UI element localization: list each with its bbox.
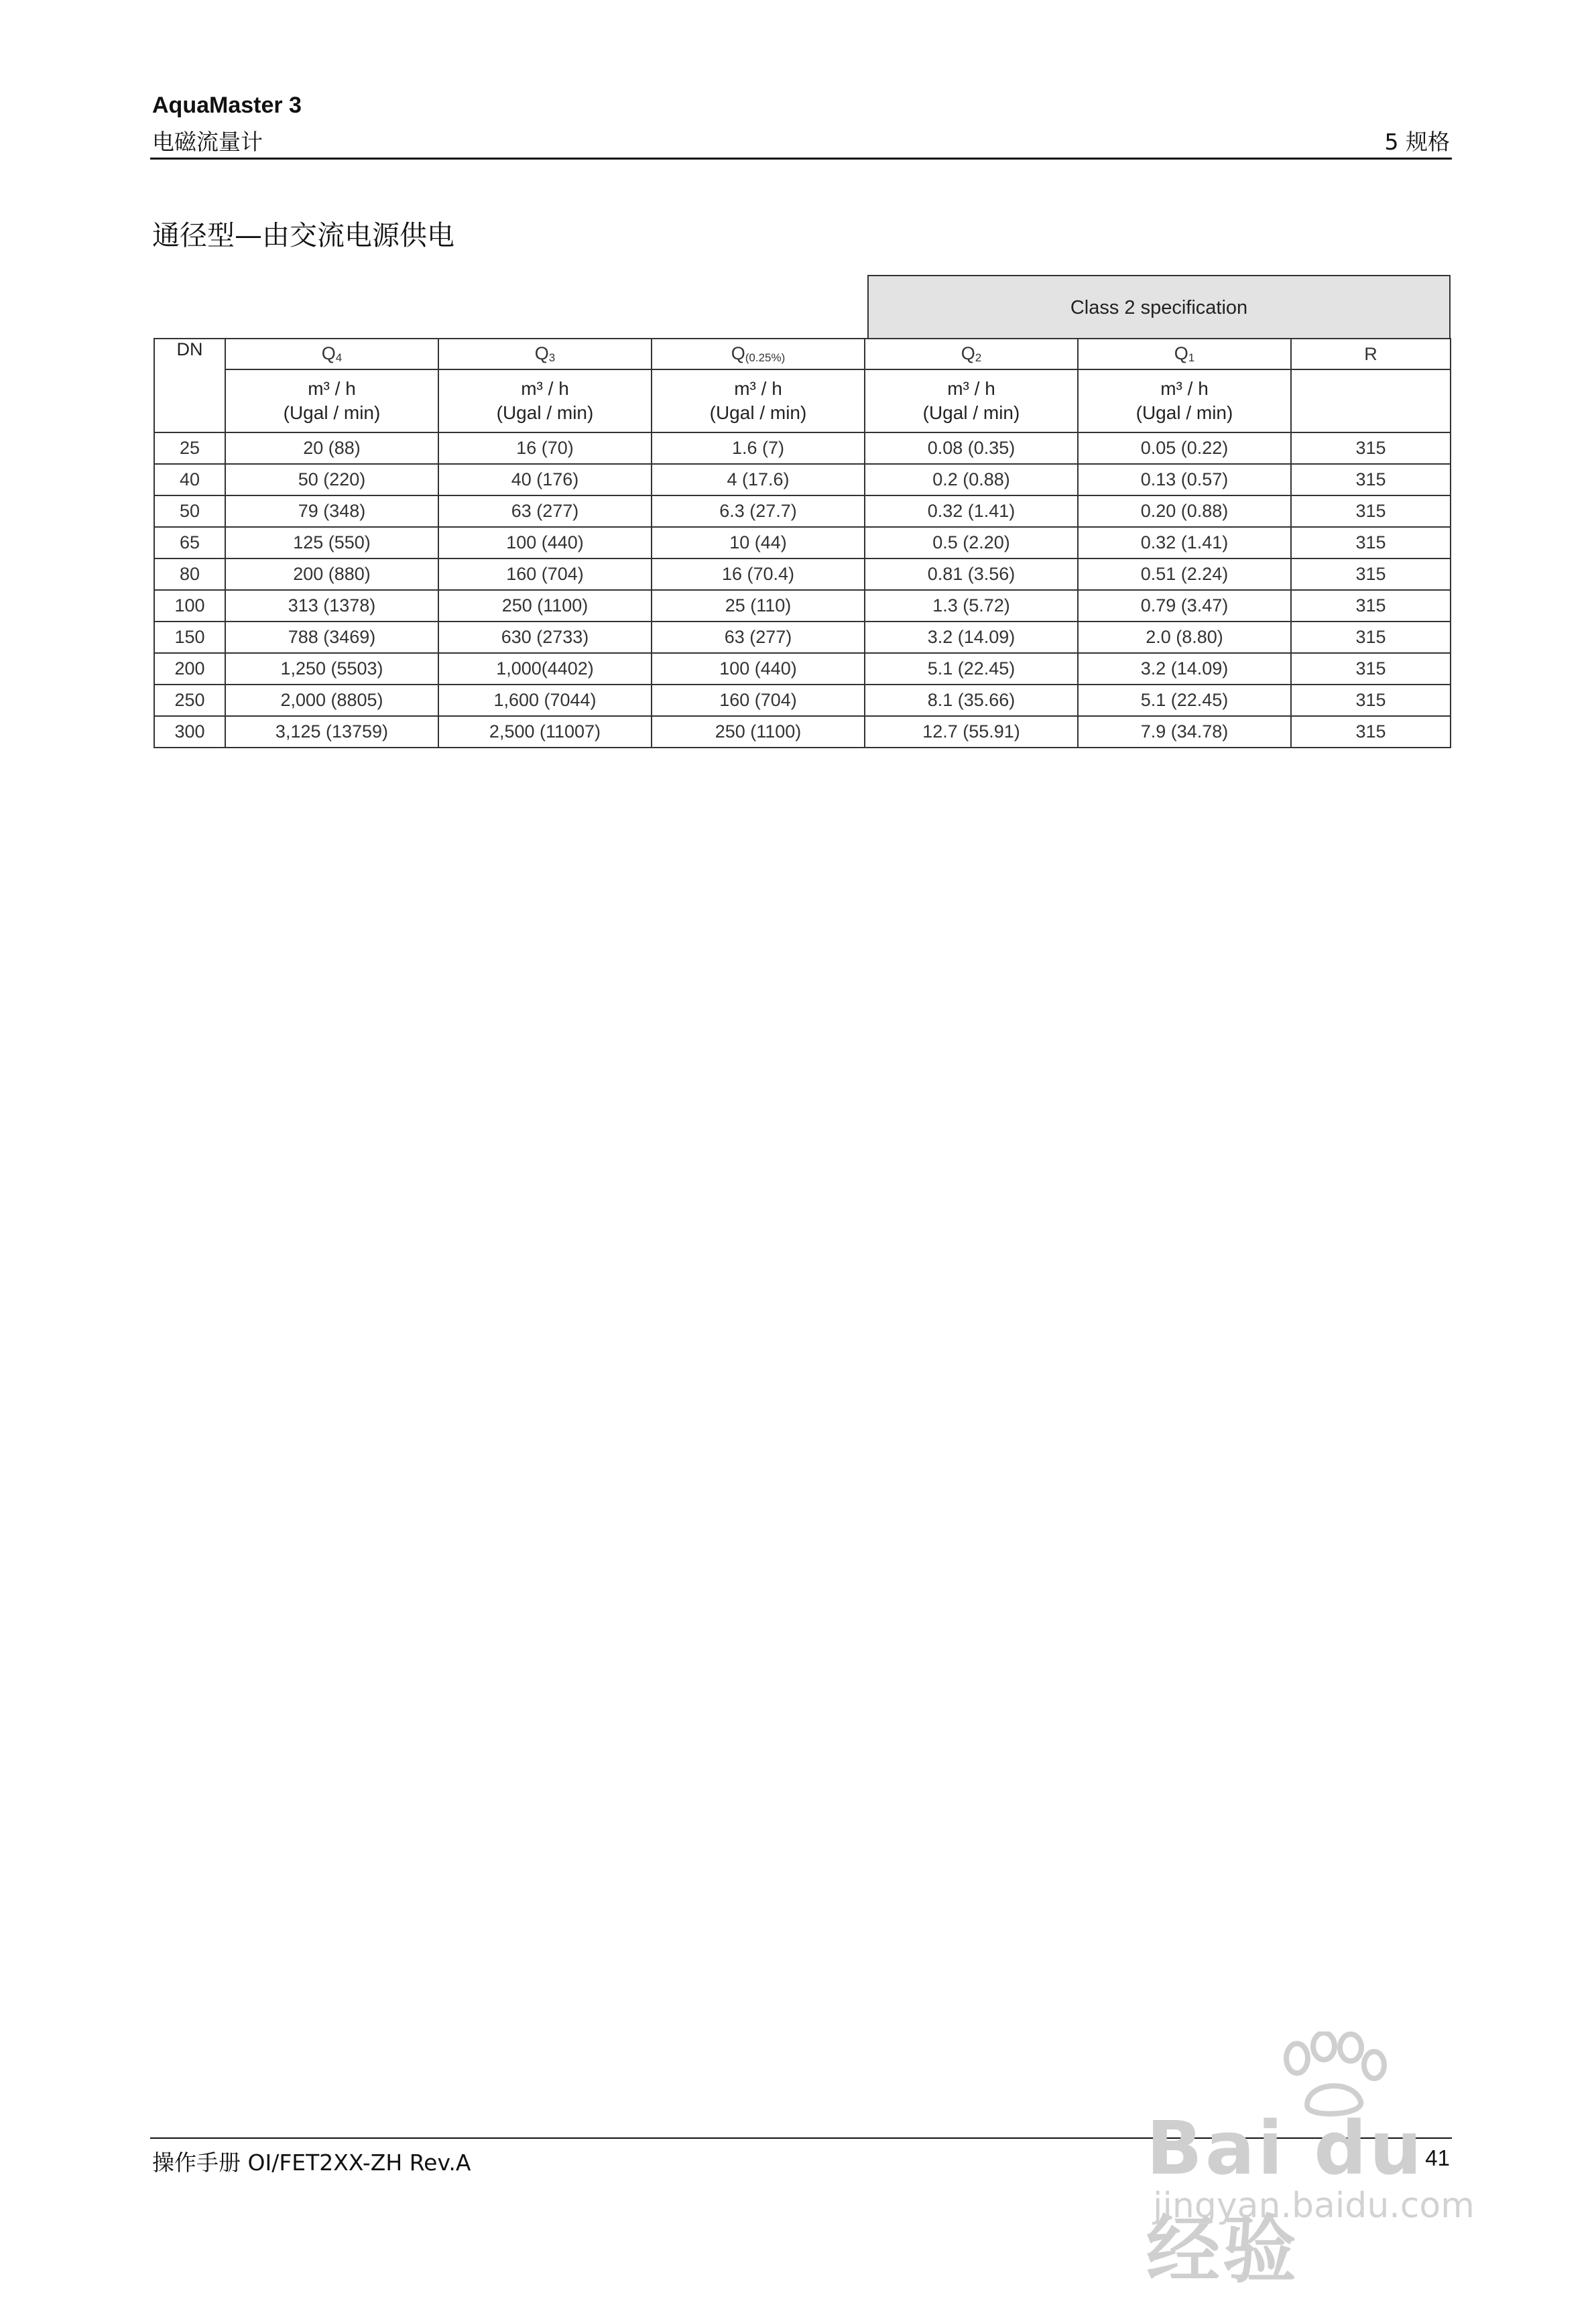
table-cell: 200 xyxy=(154,653,225,685)
table-cell: 315 xyxy=(1291,527,1451,558)
table-cell: 100 (440) xyxy=(652,653,865,685)
table-cell: 1.6 (7) xyxy=(652,432,865,464)
col-subscript: (0.25%) xyxy=(745,351,786,364)
dn-header: DN xyxy=(154,339,225,432)
table-cell: 1.3 (5.72) xyxy=(865,590,1078,622)
col-subscript: 4 xyxy=(335,351,343,364)
table-cell: 6.3 (27.7) xyxy=(652,495,865,527)
table-cell: 0.5 (2.20) xyxy=(865,527,1078,558)
table-row xyxy=(154,527,1451,558)
table-cell: 4 (17.6) xyxy=(652,464,865,495)
table-cell: 20 (88) xyxy=(225,432,438,464)
class-2-band: Class 2 specification xyxy=(867,275,1451,339)
table-cell: 25 (110) xyxy=(652,590,865,622)
table-cell: 250 (1100) xyxy=(652,716,865,748)
col-symbol: Q xyxy=(731,343,745,363)
col-subscript: 2 xyxy=(975,351,982,364)
table-row xyxy=(154,716,1451,748)
header-product-name: AquaMaster 3 xyxy=(152,93,302,118)
header-subtitle: 电磁流量计 xyxy=(152,129,263,155)
table-cell: 160 (704) xyxy=(652,685,865,716)
table-cell: 0.79 (3.47) xyxy=(1078,590,1291,622)
unit-primary: m³ / h xyxy=(734,378,782,399)
table-cell: 630 (2733) xyxy=(438,622,652,653)
header-section: 5 规格 xyxy=(1384,129,1450,155)
unit-cell-empty xyxy=(1291,369,1451,432)
table-cell: 160 (704) xyxy=(438,558,652,590)
col-header-r xyxy=(1291,339,1451,369)
table-cell: 250 (1100) xyxy=(438,590,652,622)
table-cell: 3.2 (14.09) xyxy=(865,622,1078,653)
table-row xyxy=(154,653,1451,685)
footer-document-id: 操作手册 OI/FET2XX-ZH Rev.A xyxy=(152,2149,471,2176)
watermark-brand: Bai du 经验 xyxy=(1146,2105,1425,2293)
col-symbol: R xyxy=(1364,343,1377,364)
unit-secondary: (Ugal / min) xyxy=(283,402,381,423)
table-cell: 5.1 (22.45) xyxy=(865,653,1078,685)
table-cell: 200 (880) xyxy=(225,558,438,590)
table-cell: 315 xyxy=(1291,464,1451,495)
flow-spec-table xyxy=(154,338,1451,748)
table-cell: 0.05 (0.22) xyxy=(1078,432,1291,464)
col-subscript: 3 xyxy=(548,351,556,364)
table-cell: 12.7 (55.91) xyxy=(865,716,1078,748)
table-cell: 300 xyxy=(154,716,225,748)
table-cell: 25 xyxy=(154,432,225,464)
table-cell: 125 (550) xyxy=(225,527,438,558)
col-header-q1 xyxy=(1078,339,1291,369)
header-rule xyxy=(150,158,1452,160)
table-cell: 150 xyxy=(154,622,225,653)
unit-cell xyxy=(1078,369,1291,432)
table-cell: 315 xyxy=(1291,590,1451,622)
table-cell: 0.2 (0.88) xyxy=(865,464,1078,495)
table-cell: 0.32 (1.41) xyxy=(1078,527,1291,558)
table-cell: 63 (277) xyxy=(438,495,652,527)
table-cell: 3,125 (13759) xyxy=(225,716,438,748)
col-header-q3 xyxy=(438,339,652,369)
unit-secondary: (Ugal / min) xyxy=(496,402,594,423)
unit-primary: m³ / h xyxy=(947,378,995,399)
baidu-watermark xyxy=(1140,2031,1515,2293)
col-header-q025 xyxy=(652,339,865,369)
table-cell: 8.1 (35.66) xyxy=(865,685,1078,716)
table-header-row xyxy=(154,339,1451,369)
unit-secondary: (Ugal / min) xyxy=(1135,402,1233,423)
unit-primary: m³ / h xyxy=(521,378,569,399)
watermark-url: jingyan.baidu.com xyxy=(1153,2186,1475,2226)
table-cell: 315 xyxy=(1291,558,1451,590)
unit-primary: m³ / h xyxy=(308,378,356,399)
table-row xyxy=(154,622,1451,653)
unit-secondary: (Ugal / min) xyxy=(922,402,1020,423)
table-cell: 315 xyxy=(1291,622,1451,653)
table-cell: 313 (1378) xyxy=(225,590,438,622)
table-cell: 250 xyxy=(154,685,225,716)
table-cell: 1,250 (5503) xyxy=(225,653,438,685)
unit-cell xyxy=(438,369,652,432)
table-cell: 7.9 (34.78) xyxy=(1078,716,1291,748)
table-cell: 10 (44) xyxy=(652,527,865,558)
table-cell: 0.51 (2.24) xyxy=(1078,558,1291,590)
table-row xyxy=(154,685,1451,716)
table-cell: 79 (348) xyxy=(225,495,438,527)
col-header-q2 xyxy=(865,339,1078,369)
col-symbol: Q xyxy=(961,343,975,363)
table-cell: 50 (220) xyxy=(225,464,438,495)
table-cell: 5.1 (22.45) xyxy=(1078,685,1291,716)
table-cell: 0.32 (1.41) xyxy=(865,495,1078,527)
col-symbol: Q xyxy=(321,343,336,363)
table-cell: 0.08 (0.35) xyxy=(865,432,1078,464)
unit-cell xyxy=(652,369,865,432)
table-cell: 0.20 (0.88) xyxy=(1078,495,1291,527)
table-cell: 315 xyxy=(1291,432,1451,464)
table-unit-row xyxy=(154,369,1451,432)
table-cell: 3.2 (14.09) xyxy=(1078,653,1291,685)
table-cell: 315 xyxy=(1291,685,1451,716)
table-cell: 2,500 (11007) xyxy=(438,716,652,748)
table-cell: 315 xyxy=(1291,716,1451,748)
unit-cell xyxy=(865,369,1078,432)
table-cell: 40 xyxy=(154,464,225,495)
col-subscript: 1 xyxy=(1188,351,1195,364)
table-cell: 16 (70.4) xyxy=(652,558,865,590)
table-row xyxy=(154,590,1451,622)
table-cell: 788 (3469) xyxy=(225,622,438,653)
table-cell: 1,600 (7044) xyxy=(438,685,652,716)
table-row xyxy=(154,432,1451,464)
table-cell: 100 xyxy=(154,590,225,622)
table-cell: 63 (277) xyxy=(652,622,865,653)
table-cell: 1,000(4402) xyxy=(438,653,652,685)
table-cell: 16 (70) xyxy=(438,432,652,464)
unit-cell xyxy=(225,369,438,432)
table-row xyxy=(154,558,1451,590)
table-cell: 2,000 (8805) xyxy=(225,685,438,716)
table-cell: 2.0 (8.80) xyxy=(1078,622,1291,653)
table-cell: 0.13 (0.57) xyxy=(1078,464,1291,495)
table-cell: 315 xyxy=(1291,495,1451,527)
table-cell: 0.81 (3.56) xyxy=(865,558,1078,590)
col-header-q4 xyxy=(225,339,438,369)
table-cell: 315 xyxy=(1291,653,1451,685)
table-cell: 80 xyxy=(154,558,225,590)
table-cell: 40 (176) xyxy=(438,464,652,495)
section-title: 通径型—由交流电源供电 xyxy=(152,219,454,251)
table-cell: 100 (440) xyxy=(438,527,652,558)
col-symbol: Q xyxy=(534,343,549,363)
table-row xyxy=(154,495,1451,527)
col-symbol: Q xyxy=(1174,343,1188,363)
unit-secondary: (Ugal / min) xyxy=(709,402,807,423)
unit-primary: m³ / h xyxy=(1160,378,1209,399)
footer-page-number: 41 xyxy=(1425,2145,1450,2170)
table-cell: 50 xyxy=(154,495,225,527)
table-cell: 65 xyxy=(154,527,225,558)
table-row xyxy=(154,464,1451,495)
